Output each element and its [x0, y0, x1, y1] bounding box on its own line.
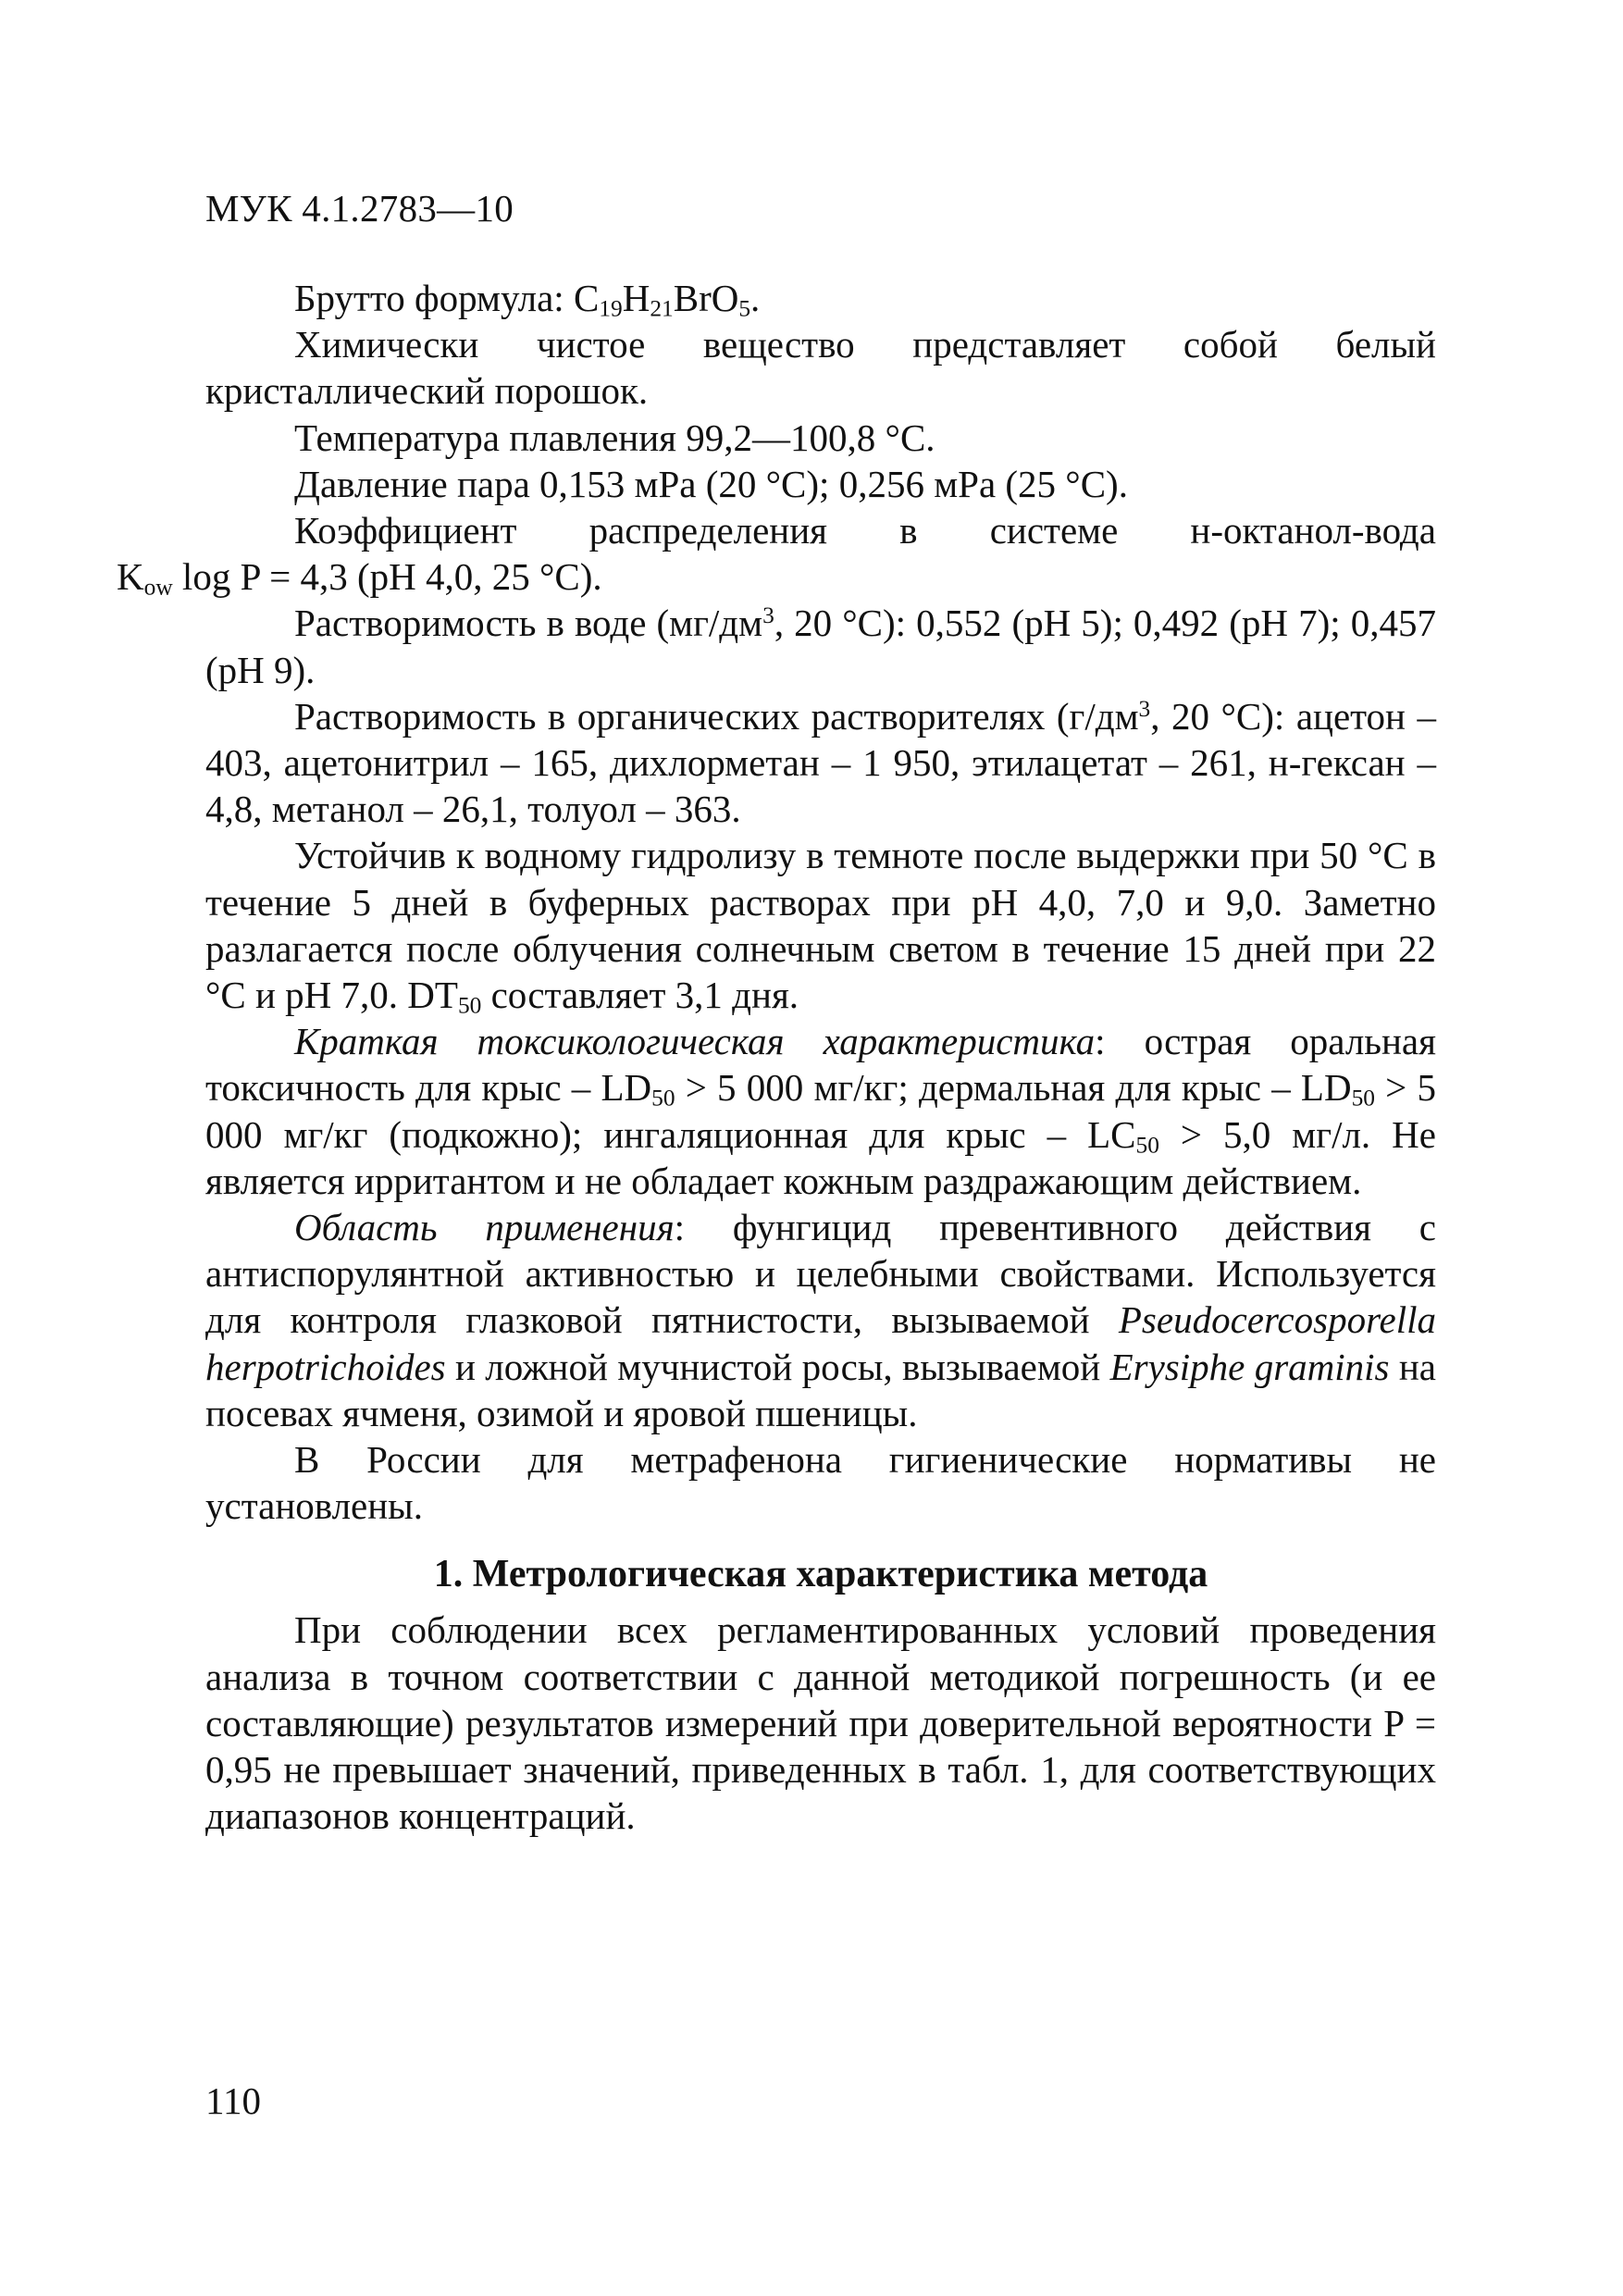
page-number: 110	[205, 2079, 261, 2122]
vapor-pressure-paragraph: Давление пара 0,153 мPa (20 °С); 0,256 мPa (25 °С).	[294, 462, 1128, 505]
organic-solubility-paragraph: Растворимость в органических растворителях ($г/дм^3$, 20 °С): ацетон – 403, ацетонитрил – 165, дихлорметан – 1 950, этилацетат – 261, н-гексан – 4,8, метанол – 26,1, толуол – 363.	[205, 694, 1436, 831]
species-name: Erysiphe graminis	[1109, 1345, 1390, 1388]
document-body	[117, 275, 1437, 1840]
section-paragraph: При соблюдении всех регламентированных условий проведения анализа в точном соответствии с данной методикой погрешность (и ее составляющие) результатов измерений при доверительной вероятности P = 0,95 не превышает значений, приведенных в табл. 1, для соответствующих диапазонов концентраций.	[205, 1608, 1436, 1838]
toxicology-paragraph: Краткая токсикологическая характеристика: острая оральная токсичность для крыс – $LD_{50} > 5$ 000 мг/кг; дермальная для крыс – $LD_{50} > 5$ 000 мг/кг (подкожно); ингаляционная для крыс – $LC_{50} > 5,0$ мг/л. Не является ирритантом и не обладает кожным раздражающим действием.	[205, 1020, 1437, 1202]
application-paragraph: Область применения: фунгицид превентивного действия с антиспорулянтной активностью и целебными свойствами. Используется для контроля глазковой пятнистости, вызываемой Pseudocercosporella herpotrichoides и ложной мучнистой росы, вызываемой Erysiphe graminis на посевах ячменя, озимой и яровой пшеницы.	[205, 1206, 1436, 1434]
document-header: МУК 4.1.2783—10	[205, 187, 514, 230]
section-title: 1. Метрологическая характеристика метода	[433, 1553, 1208, 1596]
regulation-paragraph: В России для метрафенона гигиенические нормативы не установлены.	[205, 1438, 1436, 1528]
water-solubility-paragraph: Растворимость в воде ($мг/дм^3$, 20 °С): 0,552 (pH 5); 0,492 (pH 7); 0,457 (pH 9).	[205, 602, 1436, 691]
formula-paragraph: Брутто формула: $C_{19}H_{21}BrO_5$.	[294, 277, 761, 322]
species-name: Pseudocercosporella herpotrichoides	[205, 1298, 1436, 1388]
stability-paragraph: Устойчив к водному гидролизу в темноте после выдержки при 50 °С в течение 5 дней в буферных растворах при pH 4,0, 7,0 и 9,0. Заметно разлагается после облучения солнечным светом в течение 15 дней при 22 °С и pH 7,0. $DT_{50}$ составляет 3,1 дня.	[205, 834, 1436, 1019]
application-label: Область применения	[294, 1206, 675, 1249]
appearance-paragraph: Химически чистое вещество представляет собой белый кристаллический порошок.	[205, 323, 1436, 413]
toxicology-label: Краткая токсикологическая характеристика	[294, 1020, 1096, 1063]
partition-coefficient-paragraph: Коэффициент распределения в системе н-октанол-вода $K_{ow}$ log P = 4,3 (pH 4,0, 25 °С).	[117, 509, 1436, 601]
melting-point-paragraph: Температура плавления 99,2—100,8 °С.	[294, 416, 935, 459]
